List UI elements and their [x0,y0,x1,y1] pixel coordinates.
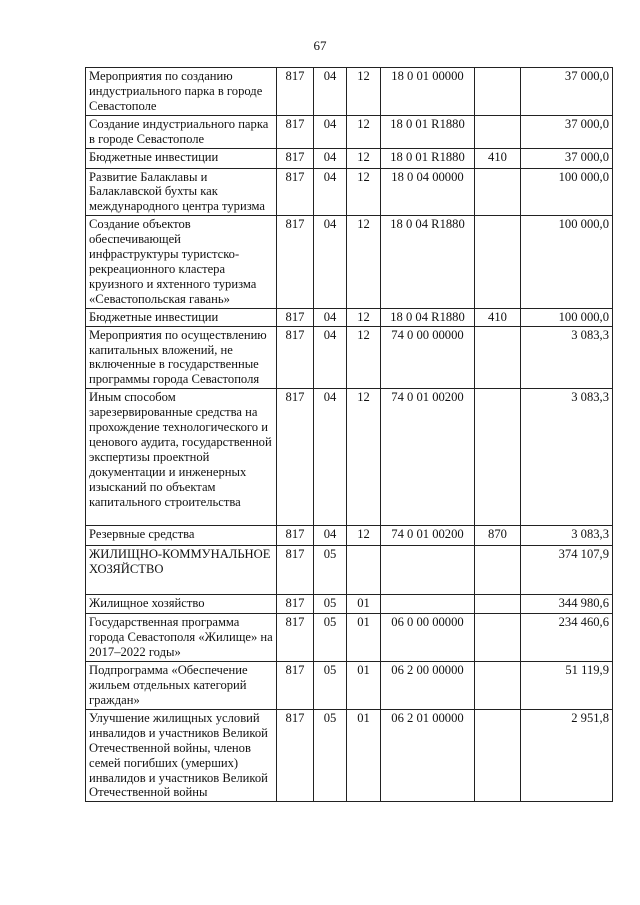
row-name: Развитие Балаклавы и Балаклавской бухты как международного центра туризма [86,168,277,216]
row-subsection-code: 12 [347,308,381,326]
table-row [86,326,613,389]
row-amount: 100 000,0 [521,308,613,326]
row-target-article: 06 0 00 00000 [381,614,475,662]
row-amount: 3 083,3 [521,526,613,546]
table-row [86,115,613,148]
row-subsection-code: 01 [347,662,381,710]
row-subsection-code: 12 [347,148,381,168]
row-target-article: 18 0 04 R1880 [381,216,475,308]
row-subsection-code: 12 [347,115,381,148]
table-row [86,614,613,662]
row-section-code: 05 [314,709,347,801]
row-expense-type: 410 [475,148,521,168]
row-expense-type [475,595,521,614]
row-amount: 234 460,6 [521,614,613,662]
row-amount: 3 083,3 [521,389,613,526]
row-name: Иным способом зарезервированные средства на прохождение технологического и ценового аудита, государственной экспертизы проектной документации и инженерных изысканий по объектам капитального строительства [86,389,277,526]
table-row [86,709,613,801]
table-row [86,662,613,710]
table-row [86,546,613,595]
row-amount: 100 000,0 [521,168,613,216]
row-ministry-code: 817 [277,595,314,614]
row-section-code: 04 [314,168,347,216]
row-ministry-code: 817 [277,68,314,116]
table-row [86,216,613,308]
budget-table [85,67,613,802]
row-subsection-code: 12 [347,526,381,546]
budget-table-body [86,68,613,802]
row-expense-type [475,115,521,148]
row-amount: 3 083,3 [521,326,613,389]
row-subsection-code: 01 [347,595,381,614]
row-subsection-code: 12 [347,216,381,308]
row-name: Создание объектов обеспечивающей инфраструктуры туристско-рекреационного кластера круизного и яхтенного туризма «Севастопольская гавань» [86,216,277,308]
row-target-article [381,595,475,614]
row-name: Улучшение жилищных условий инвалидов и участников Великой Отечественной войны, членов семей погибших (умерших) инвалидов и участников Великой Отечественной войны [86,709,277,801]
table-row [86,526,613,546]
row-expense-type [475,389,521,526]
row-target-article: 06 2 01 00000 [381,709,475,801]
table-row [86,595,613,614]
row-name: ЖИЛИЩНО-КОММУНАЛЬНОЕ ХОЗЯЙСТВО [86,546,277,595]
row-section-code: 05 [314,614,347,662]
row-ministry-code: 817 [277,526,314,546]
row-section-code: 05 [314,546,347,595]
row-subsection-code: 12 [347,168,381,216]
row-section-code: 05 [314,595,347,614]
row-subsection-code: 12 [347,326,381,389]
row-section-code: 04 [314,68,347,116]
row-section-code: 04 [314,148,347,168]
table-row [86,168,613,216]
table-row [86,148,613,168]
row-amount: 37 000,0 [521,148,613,168]
row-expense-type [475,546,521,595]
row-section-code: 04 [314,526,347,546]
row-amount: 374 107,9 [521,546,613,595]
row-section-code: 04 [314,389,347,526]
row-target-article: 18 0 01 00000 [381,68,475,116]
row-section-code: 04 [314,216,347,308]
row-target-article: 18 0 01 R1880 [381,115,475,148]
row-amount: 37 000,0 [521,68,613,116]
row-expense-type: 870 [475,526,521,546]
row-subsection-code: 12 [347,389,381,526]
row-target-article: 74 0 01 00200 [381,389,475,526]
row-amount: 37 000,0 [521,115,613,148]
row-target-article: 74 0 01 00200 [381,526,475,546]
row-expense-type [475,216,521,308]
row-name: Жилищное хозяйство [86,595,277,614]
row-expense-type [475,614,521,662]
row-section-code: 04 [314,115,347,148]
row-name: Мероприятия по созданию индустриального парка в городе Севастополе [86,68,277,116]
row-ministry-code: 817 [277,115,314,148]
table-row [86,308,613,326]
row-section-code: 05 [314,662,347,710]
row-ministry-code: 817 [277,614,314,662]
row-expense-type [475,662,521,710]
table-row [86,389,613,526]
row-expense-type [475,68,521,116]
row-ministry-code: 817 [277,148,314,168]
row-target-article: 18 0 04 00000 [381,168,475,216]
page-number: 67 [313,38,327,53]
row-expense-type: 410 [475,308,521,326]
row-target-article: 74 0 00 00000 [381,326,475,389]
row-target-article: 18 0 04 R1880 [381,308,475,326]
row-ministry-code: 817 [277,216,314,308]
row-target-article [381,546,475,595]
row-subsection-code: 12 [347,68,381,116]
row-amount: 51 119,9 [521,662,613,710]
row-ministry-code: 817 [277,168,314,216]
row-ministry-code: 817 [277,709,314,801]
row-subsection-code [347,546,381,595]
row-ministry-code: 817 [277,308,314,326]
row-name: Бюджетные инвестиции [86,148,277,168]
row-amount: 2 951,8 [521,709,613,801]
row-target-article: 06 2 00 00000 [381,662,475,710]
row-section-code: 04 [314,326,347,389]
row-ministry-code: 817 [277,326,314,389]
row-subsection-code: 01 [347,709,381,801]
row-ministry-code: 817 [277,546,314,595]
row-name: Мероприятия по осуществлению капитальных вложений, не включенные в государственные программы города Севастополя [86,326,277,389]
row-target-article: 18 0 01 R1880 [381,148,475,168]
row-name: Создание индустриального парка в городе Севастополе [86,115,277,148]
row-expense-type [475,168,521,216]
row-amount: 344 980,6 [521,595,613,614]
row-subsection-code: 01 [347,614,381,662]
row-section-code: 04 [314,308,347,326]
row-expense-type [475,709,521,801]
row-ministry-code: 817 [277,662,314,710]
table-row [86,68,613,116]
row-ministry-code: 817 [277,389,314,526]
row-name: Подпрограмма «Обеспечение жильем отдельных категорий граждан» [86,662,277,710]
row-name: Резервные средства [86,526,277,546]
row-expense-type [475,326,521,389]
row-name: Бюджетные инвестиции [86,308,277,326]
row-amount: 100 000,0 [521,216,613,308]
row-name: Государственная программа города Севастополя «Жилище» на 2017–2022 годы» [86,614,277,662]
